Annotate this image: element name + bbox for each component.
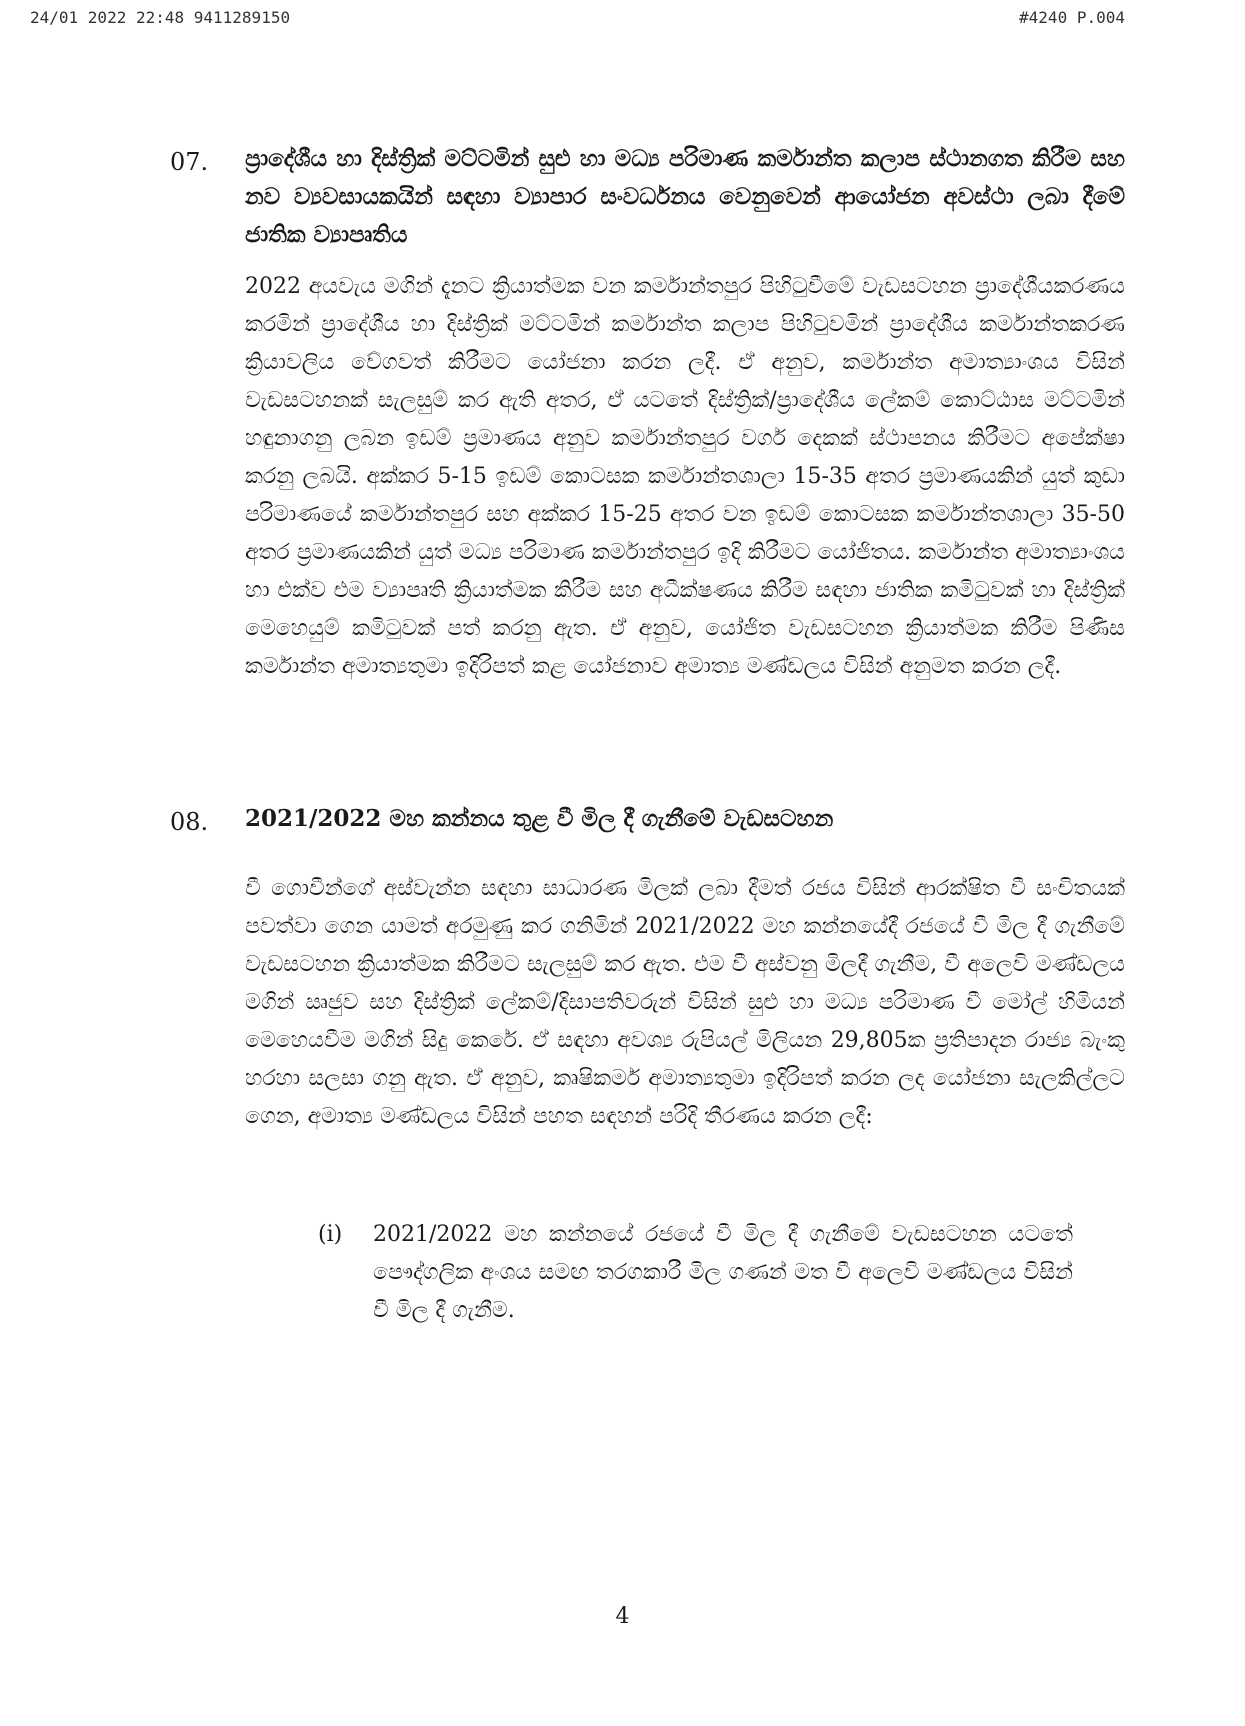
section-heading: 2021/2022 මහ කන්නය තුළ වී මිල දී ගැනීමේ වැඩසටහන [245, 805, 834, 832]
section-heading: ප්‍රාදේශීය හා දිස්ත්‍රික් මට්ටමින් සුළු හා මධ්‍ය පරිමාණ කර්මාන්ත කලාප ස්ථානගත කිරීම සහ නව ව්‍යවසායකයින් සඳහා ව්‍යාපාර සංවර්ධනය වෙනුවෙන් ආයෝජන අවස්ථා ලබා දීමේ ජාතික ව්‍යාපෘතිය [245, 145, 1125, 248]
list-item [318, 1216, 1078, 1376]
fax-header-left: 24/01 2022 22:48 9411289150 [30, 8, 291, 27]
list-item-text: 2021/2022 මහ කන්නයේ රජයේ වී මිල දී ගැනීමේ වැඩසටහන යටතේ පෞද්ගලික අංශය සමඟ තරගකාරී මිල ගණන් මත වී අලෙවි මණ්ඩලය විසින් වී මිල දී ගැනීම. [373, 1222, 1073, 1323]
section-07 [170, 140, 1125, 860]
fax-header [30, 8, 1125, 32]
fax-header-right: #4240 P.004 [1019, 8, 1125, 27]
section-body: වී ගොවීන්ගේ අස්වැන්න සඳහා සාධාරණ මිලක් ලබා දීමත් රජය විසින් ආරක්ෂිත වී සංචිතයක් පවත්වා ගෙන යාමත් අරමුණු කර ගනිමින් 2021/2022 මහ කන්නයේදී රජයේ වී මිල දී ගැනීමේ වැඩසටහන ක්‍රියාත්මක කිරීමට සැලසුම් කර ඇත. එම වී අස්වනු මිලදී ගැනීම, වී අලෙවි මණ්ඩලය මගින් ඍජුව සහ දිස්ත්‍රික් ලේකම්/දිසාපතිවරුන් විසින් සුළු හා මධ්‍ය පරිමාණ වී මෝල් හිමියන් මෙහෙයවීම මගින් සිදු කෙරේ. ඒ සඳහා අවශ්‍ය රුපියල් මිලියන 29,805ක ප්‍රතිපාදන රාජ්‍ය බැංකු හරහා සලසා ගනු ඇත. ඒ අනුව, කෘෂිකර්ම අමාත්‍යතුමා ඉදිරිපත් කරන ලද යෝජනා සැලකිල්ලට ගෙන, අමාත්‍ය මණ්ඩලය විසින් පහත සඳහන් පරිදි තීරණය කරන ලදී: [245, 876, 1125, 1129]
section-number: 08. [170, 808, 209, 836]
section-body: 2022 අයවැය මගින් දැනට ක්‍රියාත්මක වන කර්මාන්තපුර පිහිටුවීමේ වැඩසටහන ප්‍රාදේශීයකරණය කරමින් ප්‍රාදේශීය හා දිස්ත්‍රික් මට්ටමින් කර්මාන්ත කලාප පිහිටුවමින් ප්‍රාදේශීය කර්මාන්තකරණ ක්‍රියාවලිය වේගවත් කිරීමට යෝජනා කරන ලදී. ඒ අනුව, කර්මාන්ත අමාත්‍යාංශය විසින් වැඩසටහනක් සැලසුම් කර ඇති අතර, ඒ යටතේ දිස්ත්‍රික්/ප්‍රාදේශීය ලේකම් කොට්ඨාස මට්ටමින් හඳුනාගනු ලබන ඉඩම් ප්‍රමාණය අනුව කර්මාන්තපුර වර්ග දෙකක් ස්ථාපනය කිරීමට අපේක්ෂා කරනු ලබයි. අක්කර 5-15 ඉඩම් කොටසක කර්මාන්තශාලා 15-35 අතර ප්‍රමාණයකින් යුත් කුඩා පරිමාණයේ කර්මාන්තපුර සහ අක්කර 15-25 අතර වන ඉඩම් කොටසක කර්මාන්තශාලා 35-50 අතර ප්‍රමාණයකින් යුත් මධ්‍ය පරිමාණ කර්මාන්තපුර ඉදි කිරීමට යෝජිතය. කර්මාන්ත අමාත්‍යාංශය හා එක්ව එම ව්‍යාපෘති ක්‍රියාත්මක කිරීම සහ අධීක්ෂණය කිරීම සඳහා ජාතික කමිටුවක් හා දිස්ත්‍රික් මෙහෙයුම් කමිටුවක් පත් කරනු ඇත. ඒ අනුව, යෝජිත වැඩසටහන ක්‍රියාත්මක කිරීම පිණිස කර්මාන්ත අමාත්‍යතුමා ඉදිරිපත් කළ යෝජනාව අමාත්‍ය මණ්ඩලය විසින් අනුමත කරන ලදී. [245, 274, 1125, 679]
list-item-label: (i) [318, 1222, 343, 1247]
section-number: 07. [170, 148, 209, 176]
page-number: 4 [615, 1604, 630, 1629]
